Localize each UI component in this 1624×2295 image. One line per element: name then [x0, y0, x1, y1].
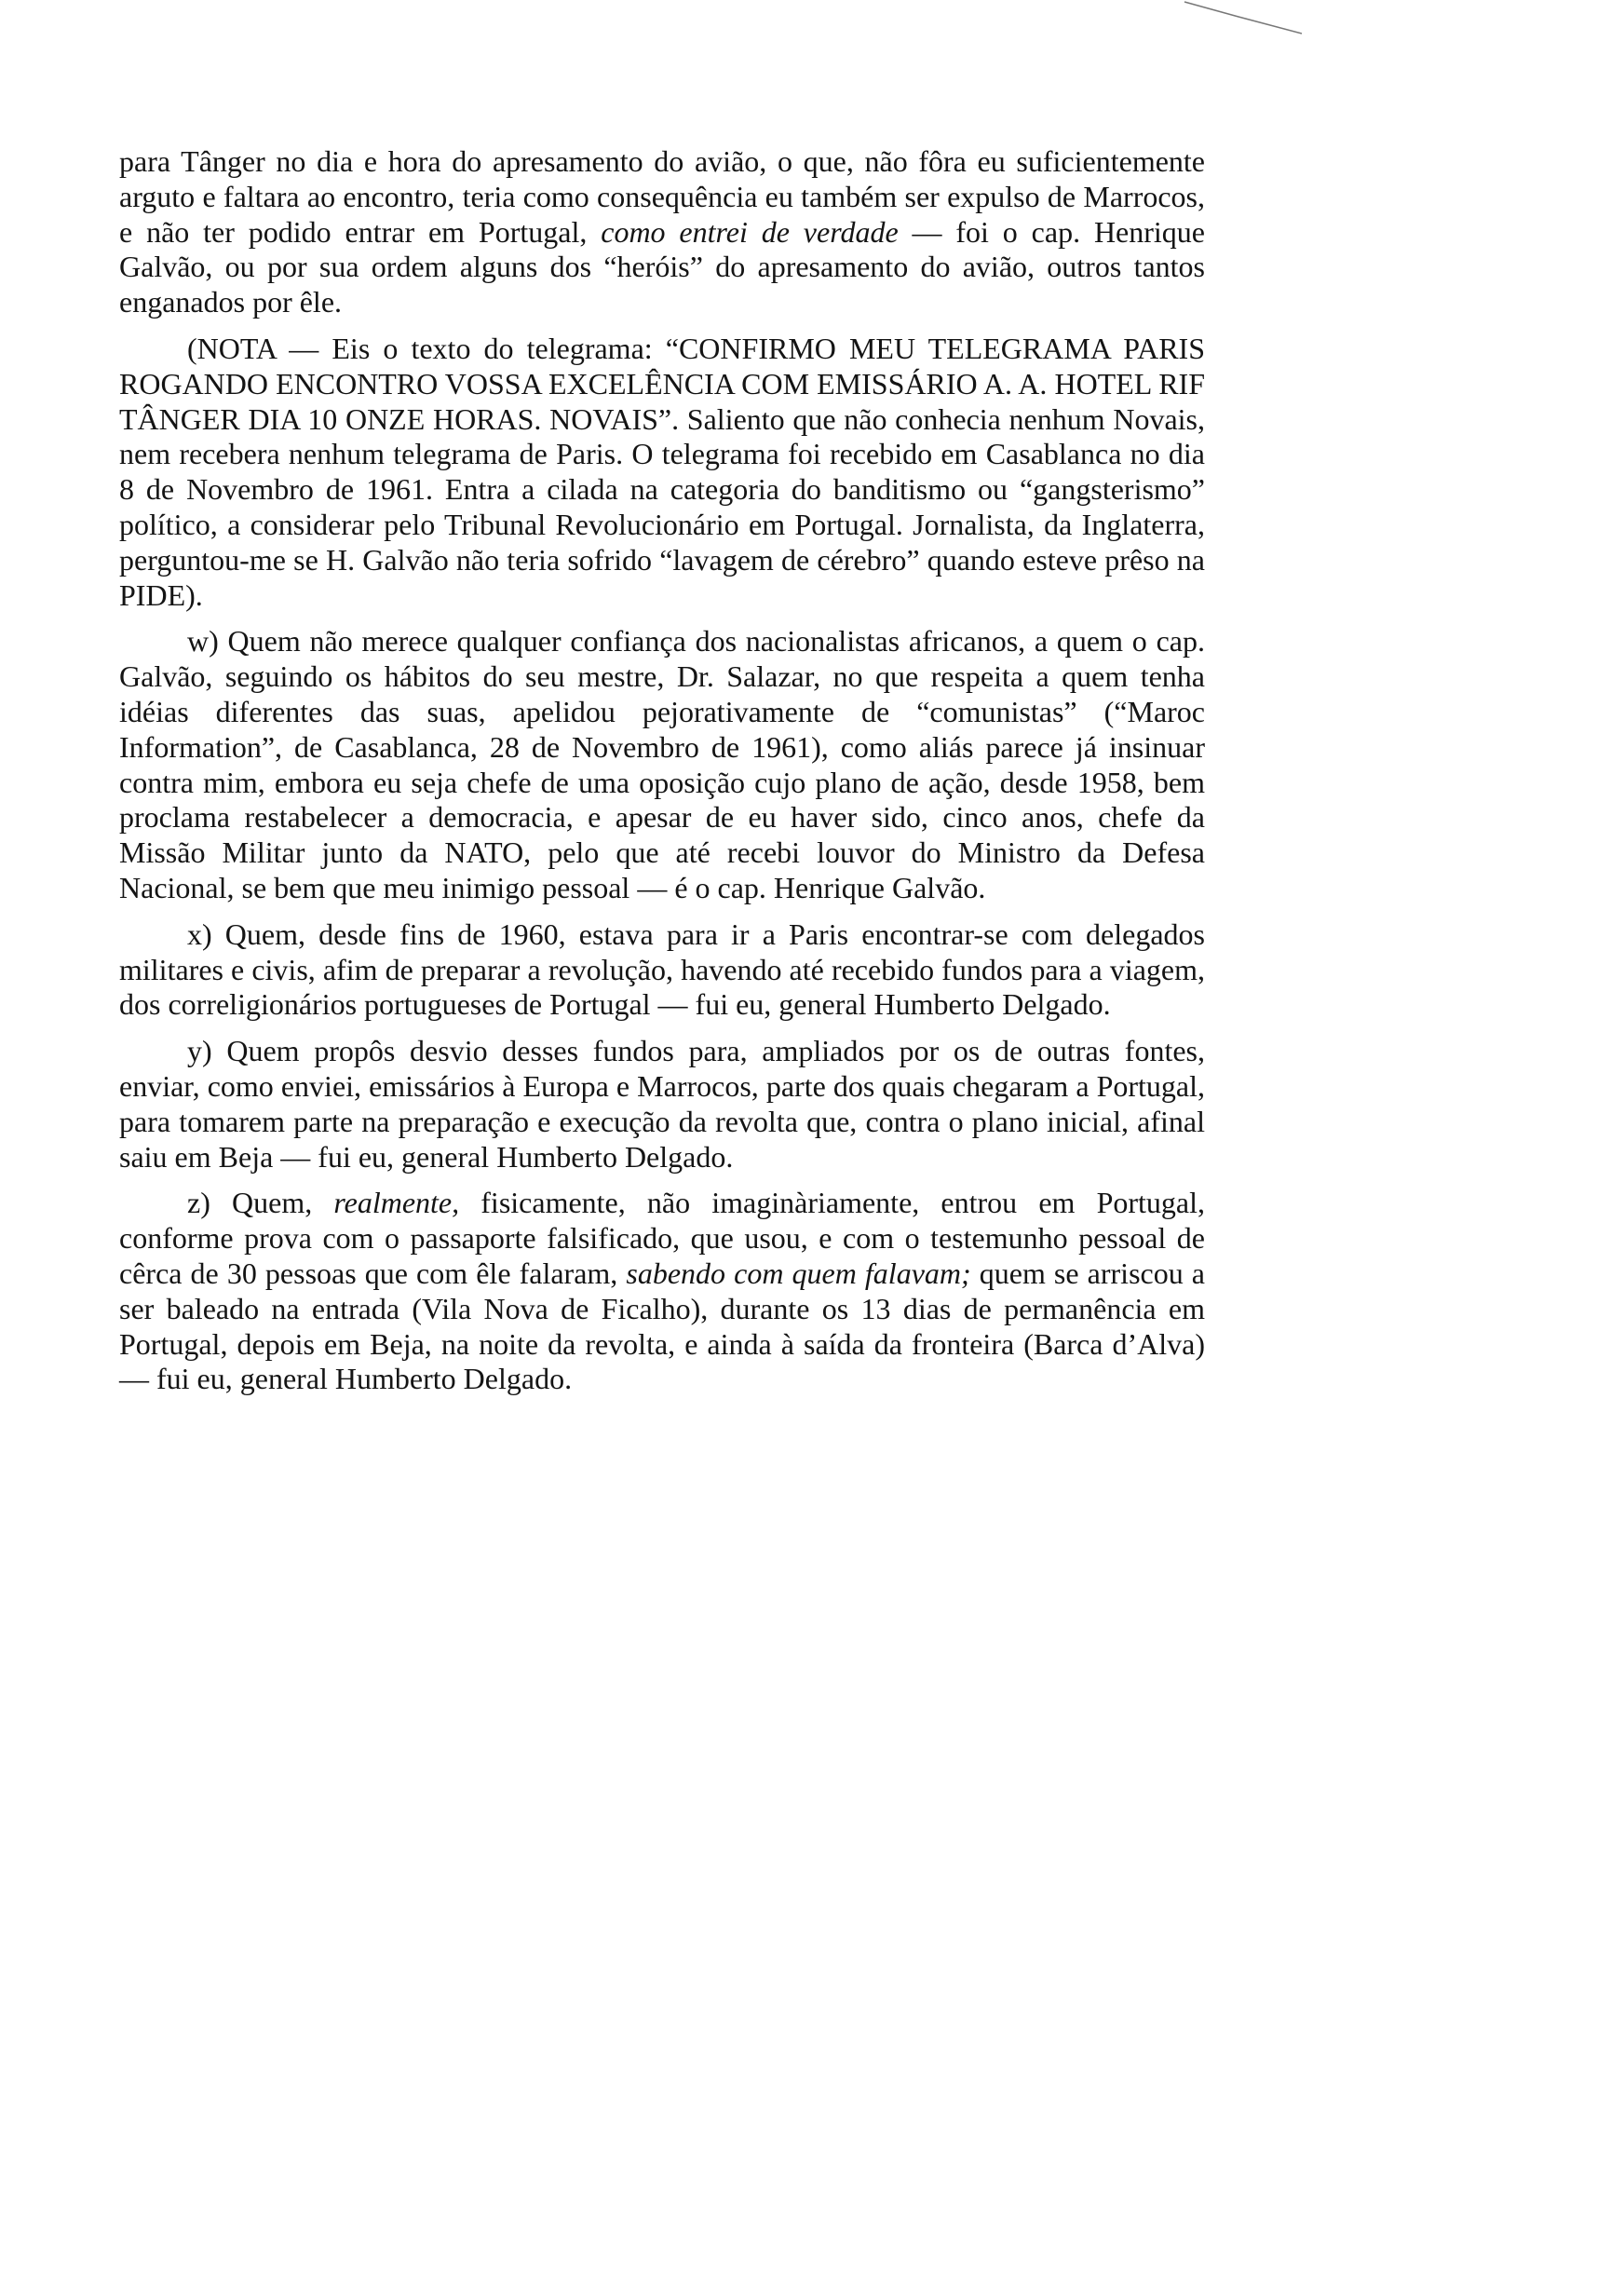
- text-run: fisicamente, não imaginàriamente, entrou em Portugal, conforme prova com o passaporte falsificado, que usou, e com o testemunho pessoal de cêrca de 30 pessoas que com êle falaram,: [119, 1186, 1205, 1290]
- page-text: [119, 144, 1205, 1408]
- text-run: para Tânger no dia e hora do apresamento do avião, o que, não fôra eu suficientemente arguto e faltara ao encontro, teria como consequência eu também ser expulso de Marrocos, e não ter podido entrar em Portugal,: [119, 144, 1205, 249]
- scan-corner-mark: [1183, 0, 1304, 37]
- text-run: (NOTA — Eis o texto do telegrama: “CONFIRMO MEU TELEGRAMA PARIS ROGANDO ENCONTRO VOSSA EXCELÊNCIA COM EMISSÁRIO A. A. HOTEL RIF TÂNGER DIA 10 ONZE HORAS. NOVAIS”. Saliento que não conhecia nenhum Novais, nem recebera nenhum telegrama de Paris. O telegrama foi recebido em Casablanca no dia 8 de Novembro de 1961. Entra a cilada na categoria do banditismo ou “gangsterismo” político, a considerar pelo Tribunal Revolucionário em Portugal. Jornalista, da Inglaterra, perguntou-me se H. Galvão não teria sofrido “lavagem de cérebro” quando esteve prêso na PIDE).: [119, 331, 1205, 612]
- paragraph-1: [119, 144, 1205, 320]
- paragraph-x: [119, 917, 1205, 1023]
- text-run: w) Quem não merece qualquer confiança dos nacionalistas africanos, a quem o cap. Galvão, seguindo os hábitos do seu mestre, Dr. Salazar, no que respeita a quem tenha idéias diferentes das suas, apelidou pejorativamente de “comunistas” (“Maroc Information”, de Casablanca, 28 de Novembro de 1961), como aliás parece já insinuar contra mim, embora eu seja chefe de uma oposição cujo plano de ação, desde 1958, bem proclama restabelecer a democracia, e apesar de eu haver sido, cinco anos, chefe da Missão Militar junto da NATO, pelo que até recebi louvor do Ministro da Defesa Nacional, se bem que meu inimigo pessoal — é o cap. Henrique Galvão.: [119, 624, 1205, 904]
- paragraph-w: [119, 624, 1205, 905]
- paragraph-z: [119, 1186, 1205, 1397]
- text-run: x) Quem, desde fins de 1960, estava para ir a Paris encontrar-se com delegados militares e civis, afim de preparar a revolução, havendo até recebido fundos para a viagem, dos correligionários portugueses de Portugal — fui eu, general Humberto Delgado.: [119, 917, 1205, 1022]
- paragraph-2-note: [119, 332, 1205, 613]
- text-run: quem se arriscou a ser baleado na entrada (Vila Nova de Ficalho), durante os 13 dias de permanência em Portugal, depois em Beja, na noite da revolta, e ainda à saída da fronteira (Barca d’Alva) — fui eu, general Humberto Delgado.: [119, 1256, 1206, 1396]
- paragraph-y: [119, 1034, 1205, 1175]
- italic-run: como entrei de verdade: [601, 214, 899, 249]
- text-run: y) Quem propôs desvio desses fundos para, ampliados por os de outras fontes, enviar, como enviei, emissários à Europa e Marrocos, parte dos quais chegaram a Portugal, para tomarem parte na preparação e execução da revolta que, contra o plano inicial, afinal saiu em Beja — fui eu, general Humberto Delgado.: [119, 1034, 1205, 1174]
- text-run: — foi o cap. Henrique Galvão, ou por sua ordem alguns dos “heróis” do apresamento do avião, outros tantos enganados por êle.: [119, 214, 1206, 319]
- italic-run: realmente,: [333, 1186, 460, 1220]
- italic-run: sabendo com quem falavam;: [626, 1256, 971, 1290]
- text-run: z) Quem,: [187, 1186, 334, 1220]
